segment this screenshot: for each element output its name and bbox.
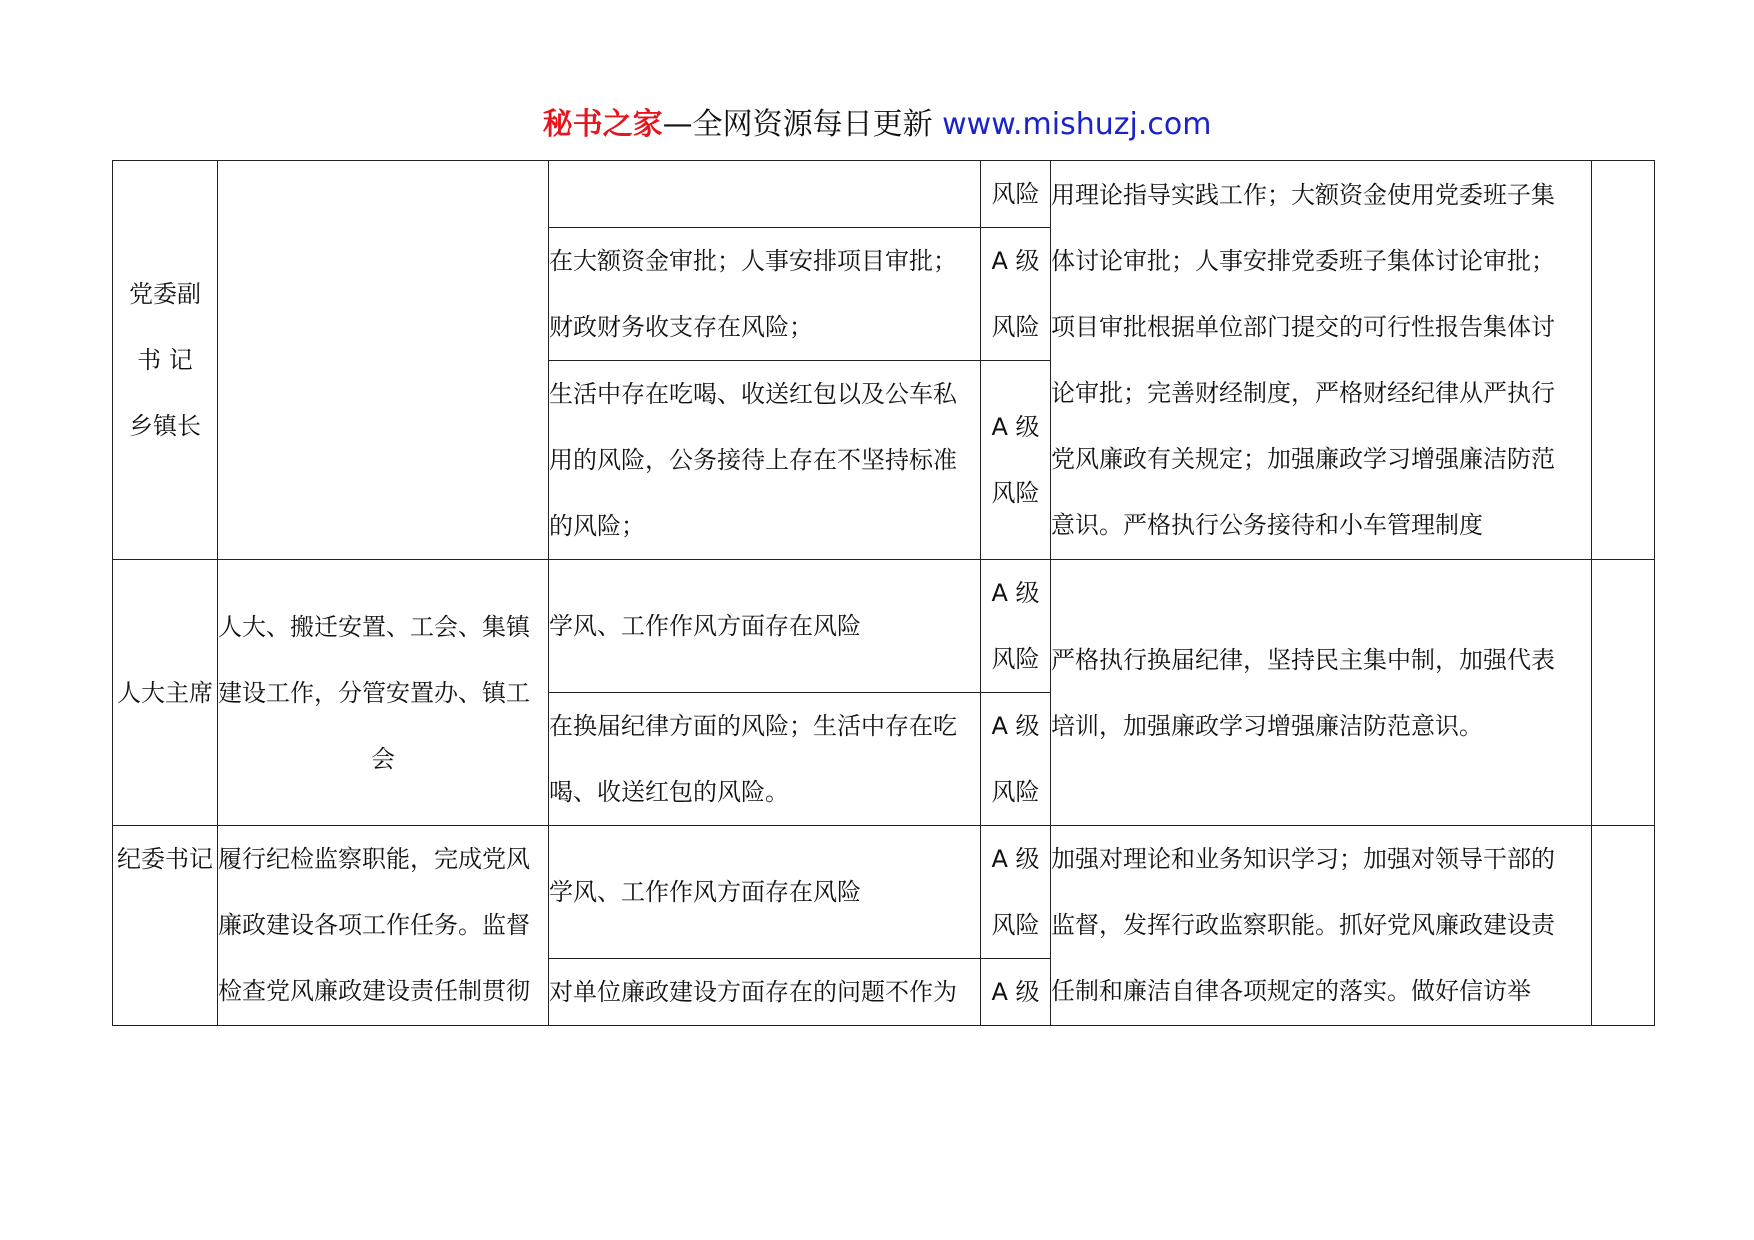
risk-text: 在换届纪律方面的风险；生活中存在吃: [549, 712, 957, 740]
measure-text: 任制和廉洁自律各项规定的落实。做好信访举: [1051, 977, 1531, 1005]
risk-cell: [549, 228, 981, 361]
risk-level-text: A 级: [991, 845, 1040, 873]
risk-cell: [549, 161, 981, 228]
risk-text: 生活中存在吃喝、收送红包以及公车私: [549, 380, 957, 408]
risk-table: [112, 160, 1655, 1026]
risk-cell: [549, 826, 981, 959]
document-header: [0, 100, 1754, 150]
position-text: 纪委书记: [117, 845, 213, 873]
position-text: 乡镇长: [129, 412, 201, 440]
risk-text: 财政财务收支存在风险；: [549, 313, 813, 341]
duty-text: 人大、搬迁安置、工会、集镇: [218, 612, 530, 641]
risk-level-text: A 级: [991, 712, 1040, 740]
duty-text: 建设工作，分管安置办、镇工: [218, 678, 530, 707]
position-text: 书 记: [137, 346, 193, 374]
measure-text: 项目审批根据单位部门提交的可行性报告集体讨: [1051, 313, 1555, 341]
risk-level-cell: [981, 693, 1051, 826]
measure-cell: [1051, 826, 1592, 1026]
website-url[interactable]: www.mishuzj.com: [942, 107, 1212, 142]
risk-level-text: A 级: [991, 247, 1040, 275]
measure-text: 培训，加强廉政学习增强廉洁防范意识。: [1051, 711, 1483, 740]
risk-text: 在大额资金审批；人事安排项目审批；: [549, 247, 957, 275]
risk-level-text: 风险: [991, 645, 1040, 673]
risk-cell: [549, 693, 981, 826]
risk-text: 对单位廉政建设方面存在的问题不作为: [549, 978, 957, 1006]
duty-text: 检查党风廉政建设责任制贯彻: [218, 977, 530, 1005]
position-cell: [113, 560, 218, 826]
risk-text: 学风、工作作风方面存在风险: [549, 612, 861, 640]
measure-text: 体讨论审批；人事安排党委班子集体讨论审批；: [1051, 247, 1555, 275]
risk-level-text: A 级: [991, 978, 1040, 1006]
risk-level-text: 风险: [991, 180, 1040, 208]
note-cell: [1592, 161, 1655, 560]
position-text: 党委副: [129, 280, 201, 308]
note-cell: [1592, 560, 1655, 826]
measure-text: 论审批；完善财经制度，严格财经纪律从严执行: [1051, 379, 1555, 407]
risk-text: 的风险；: [549, 512, 645, 540]
risk-level-cell: [981, 228, 1051, 361]
table-row: [113, 560, 1655, 693]
note-cell: [1592, 826, 1655, 1026]
risk-text: 用的风险，公务接待上存在不坚持标准: [549, 446, 957, 474]
risk-cell: [549, 361, 981, 560]
risk-table-body: [113, 161, 1655, 1026]
measure-text: 用理论指导实践工作；大额资金使用党委班子集: [1051, 181, 1555, 209]
position-cell: [113, 161, 218, 560]
position-cell: [113, 826, 218, 1026]
table-row: [113, 826, 1655, 959]
risk-level-text: 风险: [991, 313, 1040, 341]
measure-text: 加强对理论和业务知识学习；加强对领导干部的: [1051, 845, 1555, 873]
duty-text: 履行纪检监察职能，完成党风: [218, 845, 530, 873]
risk-level-text: 风险: [991, 479, 1040, 507]
risk-text: 喝、收送红包的风险。: [549, 778, 789, 806]
measure-cell: [1051, 560, 1592, 826]
risk-level-cell: [981, 560, 1051, 693]
risk-level-cell: [981, 361, 1051, 560]
measure-text: 监督，发挥行政监察职能。抓好党风廉政建设责: [1051, 911, 1555, 939]
measure-text: 意识。严格执行公务接待和小车管理制度: [1051, 511, 1483, 539]
brand-name: 秘书之家: [542, 107, 663, 142]
risk-level-cell: [981, 959, 1051, 1026]
measure-cell: [1051, 161, 1592, 560]
duty-cell: [218, 826, 549, 1026]
duty-cell: [218, 161, 549, 560]
table-row: [113, 161, 1655, 228]
position-text: 人大主席: [117, 678, 213, 707]
risk-level-cell: [981, 161, 1051, 228]
risk-level-text: 风险: [991, 911, 1040, 939]
risk-level-text: A 级: [991, 579, 1040, 607]
risk-text: 学风、工作作风方面存在风险: [549, 878, 861, 906]
risk-level-text: A 级: [991, 413, 1040, 441]
measure-text: 严格执行换届纪律，坚持民主集中制，加强代表: [1051, 645, 1555, 674]
measure-text: 党风廉政有关规定；加强廉政学习增强廉洁防范: [1051, 445, 1555, 473]
duty-cell: [218, 560, 549, 826]
risk-cell: [549, 560, 981, 693]
header-slogan: —全网资源每日更新: [662, 107, 933, 142]
duty-text: 廉政建设各项工作任务。监督: [218, 911, 530, 939]
risk-level-text: 风险: [991, 778, 1040, 806]
risk-level-cell: [981, 826, 1051, 959]
duty-text: 会: [371, 744, 395, 773]
risk-cell: [549, 959, 981, 1026]
